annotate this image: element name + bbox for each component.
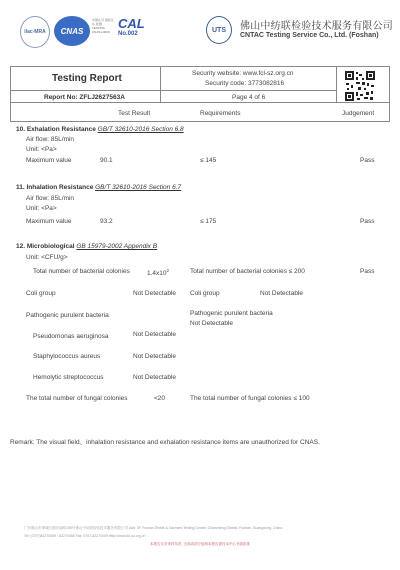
section-12-standard: GB 15979-2002 Appendix B — [76, 243, 158, 250]
section-12-heading: 12. Microbiological — [16, 243, 75, 250]
remark: Remark: The visual field、inhalation resistance and exhalation resistance items are unauthorized for CNAS. — [10, 439, 320, 446]
coli-value: Not Detectable — [133, 290, 176, 297]
section-10-value: 90.1 — [100, 157, 113, 164]
footer-notice: 本报告仅对来样负责, 全部或部分复制本报告需经本中心书面批准 — [150, 542, 250, 546]
section-10-requirement: ≤ 145 — [200, 157, 217, 164]
section-10-row-label: Maximum value — [26, 157, 72, 164]
column-header-requirements: Requirements — [200, 110, 241, 117]
security-website: Security website: www.fcl-sz.org.cn — [192, 70, 294, 77]
title-divider — [160, 66, 161, 102]
streptococcus-label: Hemolytic streptococcus — [33, 374, 104, 381]
left-border — [10, 66, 11, 122]
section-11-airflow: Air flow: 85L/min — [26, 195, 75, 202]
streptococcus-value: Not Detectable — [133, 374, 176, 381]
section-11-requirement: ≤ 175 — [200, 218, 217, 225]
cnas-caption: 中国认可 国际互认 检测 TESTING CNAS L0000 — [92, 18, 114, 34]
pathogenic-requirement-value: Not Detectable — [190, 320, 233, 327]
pathogenic-requirement-label: Pathogenic purulent bacteria — [190, 310, 273, 317]
section-11-unit: Unit: <Pa> — [26, 205, 57, 212]
staphylococcus-label: Staphylococcus aureus — [33, 353, 101, 360]
fungal-value: <20 — [154, 395, 166, 402]
bacterial-requirement: Total number of bacterial colonies ≤ 200 — [190, 268, 305, 275]
qr-divider — [336, 66, 337, 102]
report-no-row-top — [10, 90, 336, 91]
section-12-unit: Unit: <CFU/g> — [26, 254, 68, 261]
company-name-en: CNTAC Testing Service Co., Ltd. (Foshan) — [240, 32, 379, 39]
pseudomonas-value: Not Detectable — [133, 331, 176, 338]
section-11-standard: GB/T 32610-2016 Section 6.7 — [95, 184, 182, 191]
section-10-judgement: Pass — [360, 157, 375, 164]
company-name-cn: 佛山中纺联检验技术服务有限公司 — [240, 21, 393, 32]
footer-address: 广东佛山市禅城区朝安南路155号佛山中纺联检验技术服务有限公司 Add: 3F Foshan Textile & Garment Testing Center, Chancheng District, Foshan, Guangdong, China — [24, 526, 283, 530]
column-header-bottom — [10, 121, 390, 122]
security-code: Security code: 3773082816 — [205, 80, 285, 87]
qr-code-icon — [344, 70, 376, 102]
page-number: Page 4 of 6 — [232, 94, 266, 101]
pseudomonas-label: Pseudomonas aeruginosa — [33, 333, 109, 340]
section-11-value: 93.2 — [100, 218, 113, 225]
bacterial-judgement: Pass — [360, 268, 375, 275]
report-header-bottom — [10, 102, 390, 103]
coli-label: Coli group — [26, 290, 56, 297]
section-10-standard: GB/T 32610-2016 Section 6.8 — [97, 126, 184, 133]
footer-contact: Tel: (0757)82270069 / 82270068 Fax: 0757-82270009 Http://www.fcl-sz.org.cn — [24, 534, 146, 538]
staphylococcus-value: Not Detectable — [133, 353, 176, 360]
cnas-logo: CNAS — [54, 16, 90, 46]
fungal-label: The total number of fungal colonies — [26, 395, 128, 402]
cal-mark: CAL — [118, 16, 145, 31]
section-10-heading: 10. Exhalation Resistance — [16, 126, 96, 133]
bacterial-value — [147, 268, 169, 277]
coli-requirement-label: Coli group — [190, 290, 220, 297]
bacterial-value-base: 1.4x10 — [147, 270, 167, 278]
report-no-value: ZFLJ2627563A — [79, 94, 125, 101]
ilac-mra-logo: ilac-MRA — [20, 16, 50, 48]
coli-requirement-value: Not Detectable — [260, 290, 303, 297]
bacterial-label: Total number of bacterial colonies — [33, 268, 130, 275]
report-no-label: Report No: — [44, 94, 78, 101]
right-border — [389, 66, 390, 122]
table-top-border — [10, 66, 390, 67]
section-10-airflow: Air flow: 85L/min — [26, 136, 75, 143]
column-header-judgement: Judgement — [342, 110, 375, 117]
report-title: Testing Report — [52, 73, 122, 84]
column-header-result: Test Result — [118, 110, 151, 117]
section-11-heading: 11. Inhalation Resistance — [16, 184, 94, 191]
cal-logo — [118, 16, 148, 46]
company-logo-icon: UTS — [206, 16, 232, 44]
bacterial-value-exponent: 2 — [166, 268, 170, 273]
cal-number: No.002 — [118, 31, 138, 37]
section-10-unit: Unit: <Pa> — [26, 146, 57, 153]
pathogenic-label: Pathogenic purulent bacteria — [26, 312, 109, 319]
fungal-requirement: The total number of fungal colonies ≤ 100 — [190, 395, 310, 402]
section-11-row-label: Maximum value — [26, 218, 72, 225]
section-11-judgement: Pass — [360, 218, 375, 225]
